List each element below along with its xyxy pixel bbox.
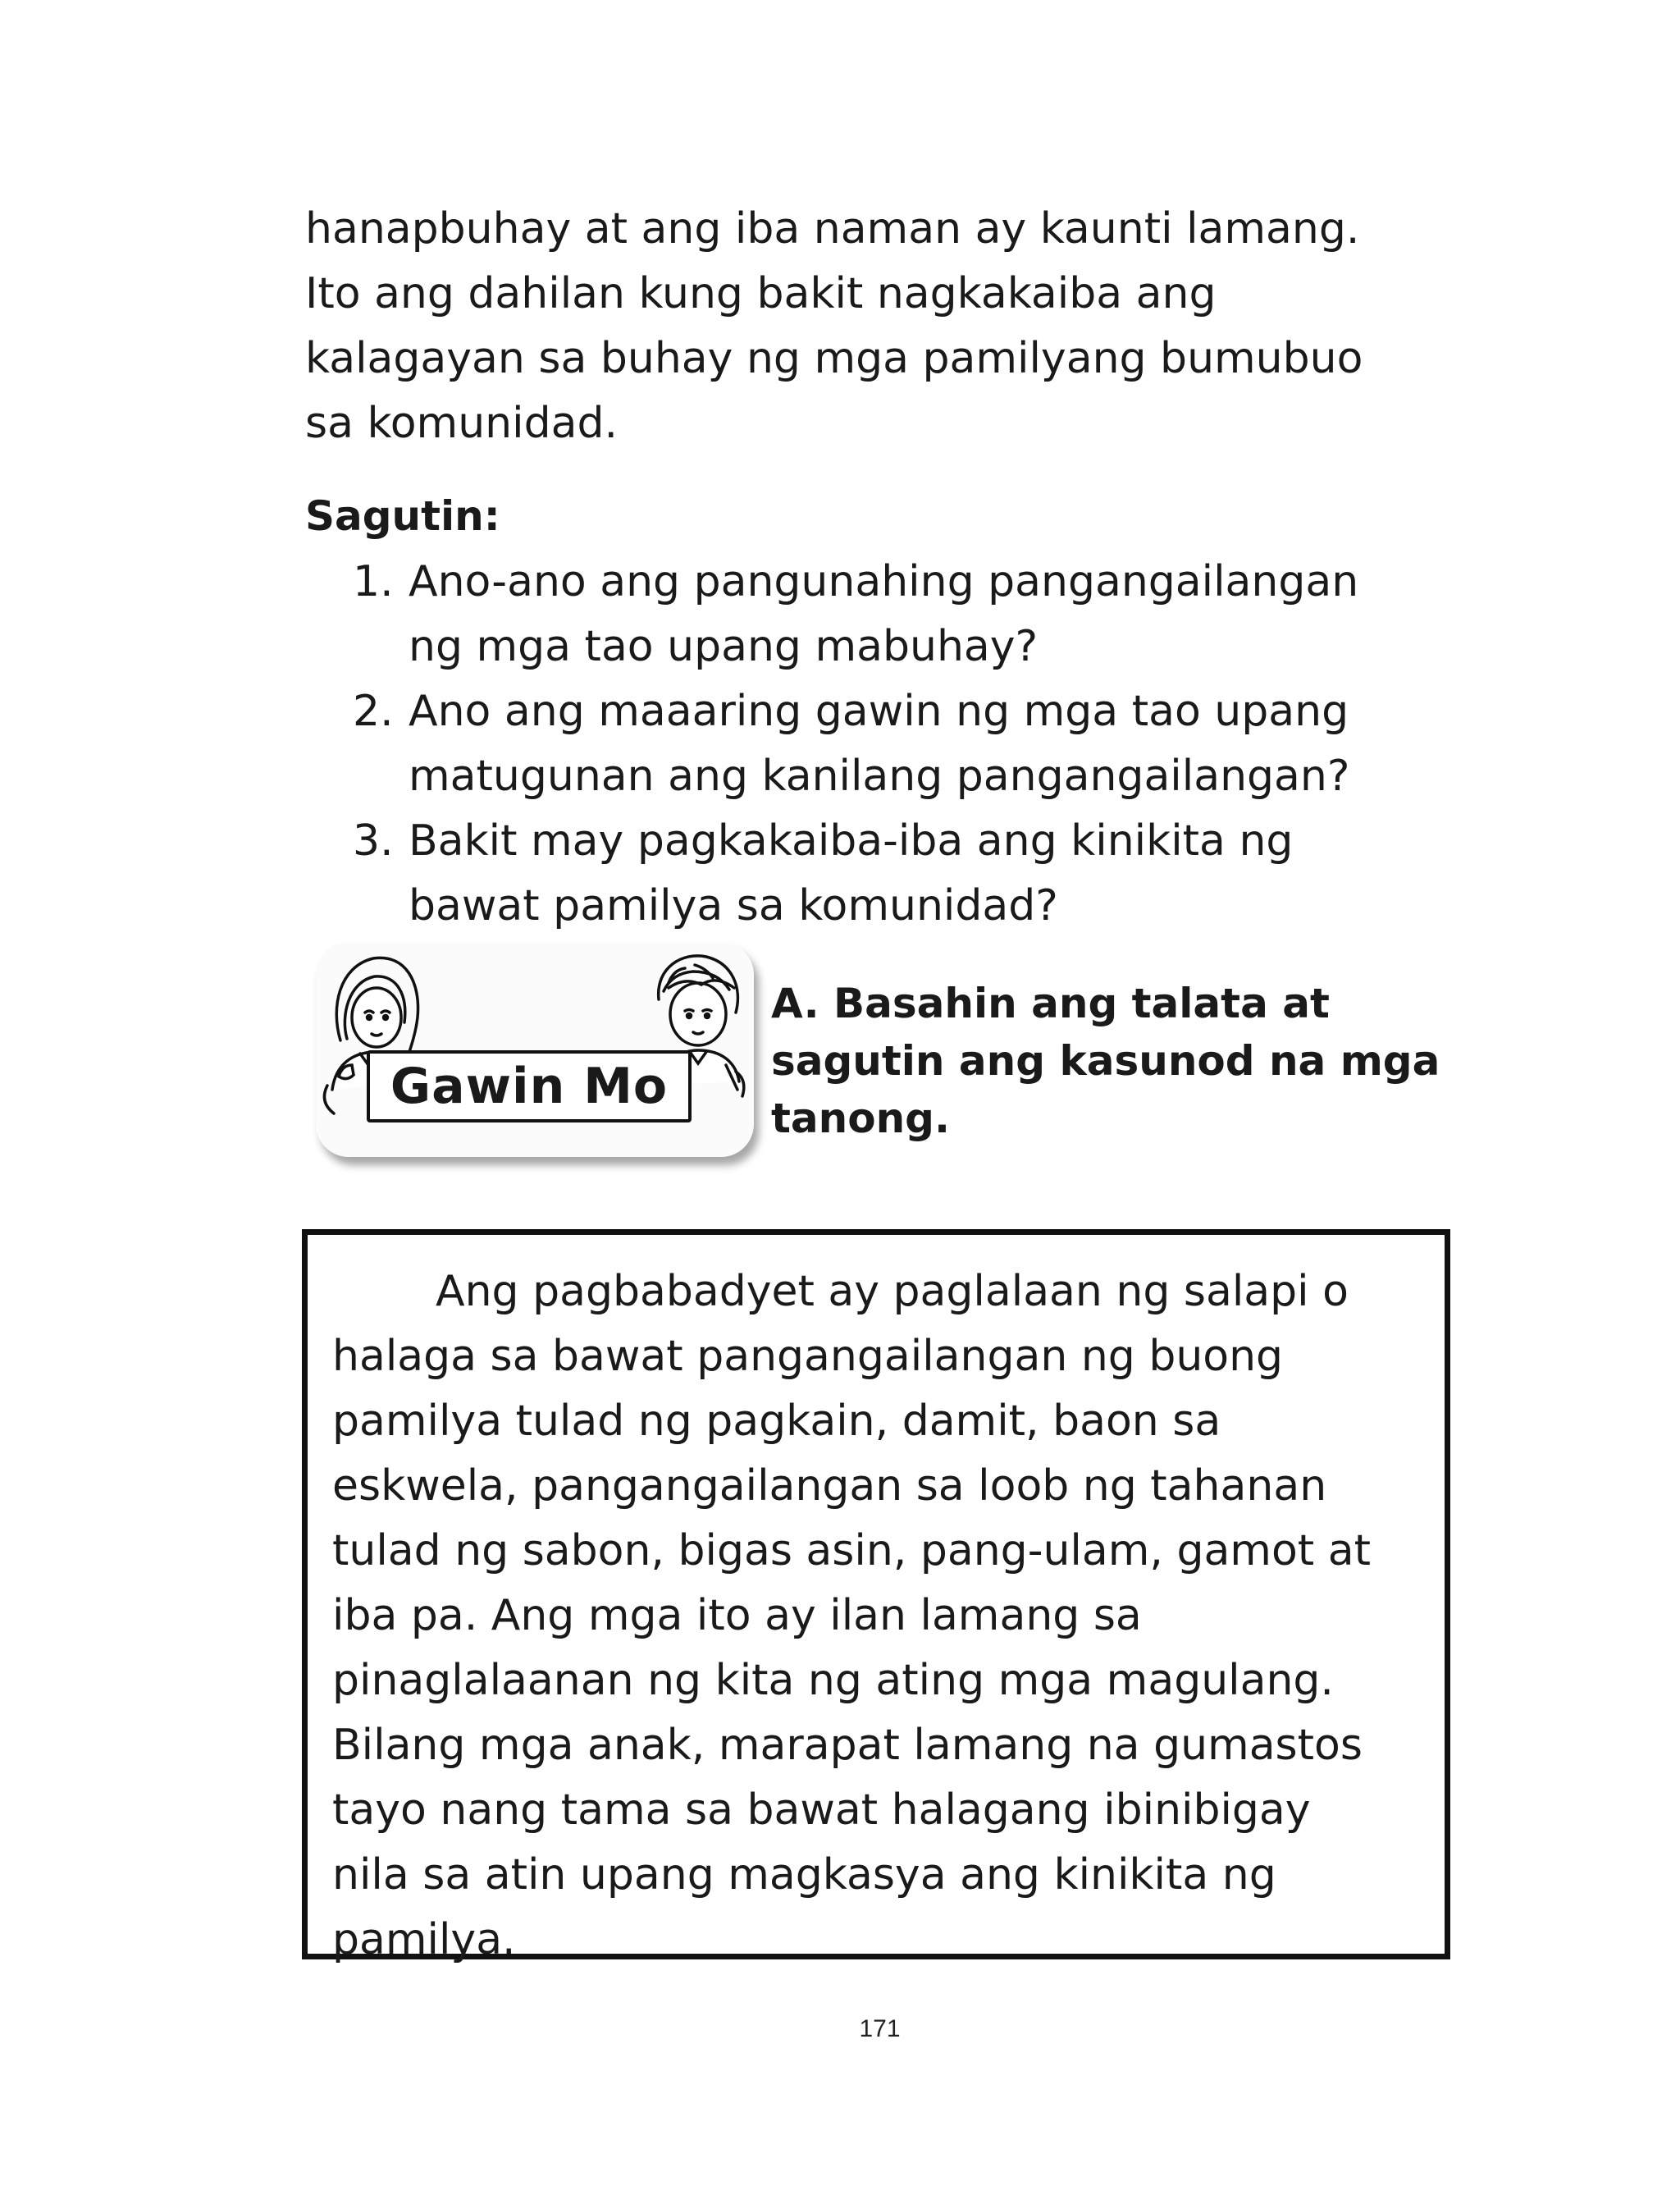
instruction-line: A. Basahin ang talata at (771, 980, 1330, 1027)
question-item (353, 550, 1485, 679)
passage-line: iba pa. Ang mga ito ay ilan lamang sa (332, 1591, 1142, 1640)
reading-passage (332, 1260, 1431, 1973)
gawin-mo-label: Gawin Mo (367, 1050, 692, 1122)
intro-line: sa komunidad. (305, 399, 618, 448)
intro-paragraph (305, 197, 1470, 456)
reading-passage-box (302, 1229, 1450, 1964)
activity-instruction (771, 975, 1460, 1147)
passage-line: pinaglalaanan ng kita ng ating mga magulang. (332, 1656, 1334, 1705)
question-text (409, 679, 1349, 809)
intro-line: kalagayan sa buhay ng mga pamilyang bumubuo (305, 334, 1363, 383)
passage-line: eskwela, pangangailangan sa loob ng tahanan (332, 1461, 1327, 1511)
question-line: bawat pamilya sa komunidad? (409, 881, 1058, 930)
gawin-mo-badge (316, 942, 754, 1157)
question-item (353, 679, 1485, 809)
children-illustration-icon (316, 942, 754, 1157)
questions-heading: Sagutin: (305, 492, 500, 540)
question-line: Bakit may pagkakaiba-iba ang kinikita ng (409, 816, 1294, 866)
passage-line: pamilya tulad ng pagkain, damit, baon sa (332, 1397, 1221, 1446)
question-text (409, 550, 1358, 679)
page-number: 171 (859, 2015, 901, 2042)
passage-line: halaga sa bawat pangangailangan ng buong (332, 1332, 1284, 1381)
passage-line: Bilang mga anak, marapat lamang na gumastos (332, 1721, 1363, 1770)
instruction-line: tanong. (771, 1095, 950, 1142)
passage-line: Ang pagbabadyet ay paglalaan ng salapi o (436, 1267, 1349, 1316)
passage-line: pamilya. (332, 1915, 516, 1964)
question-text (409, 809, 1293, 939)
instruction-line: sagutin ang kasunod na mga (771, 1037, 1440, 1085)
question-number: 1. (353, 557, 394, 606)
intro-line: hanapbuhay at ang iba naman ay kaunti lamang. (305, 204, 1360, 254)
question-line: Ano ang maaaring gawin ng mga tao upang (409, 687, 1349, 736)
question-line: ng mga tao upang mabuhay? (409, 622, 1039, 671)
question-line: matugunan ang kanilang pangangailangan? (409, 752, 1350, 801)
question-number: 2. (353, 687, 394, 736)
questions-list (353, 550, 1485, 939)
question-line: Ano-ano ang pangunahing pangangailangan (409, 557, 1359, 606)
passage-line: nila sa atin upang magkasya ang kinikita ng (332, 1850, 1276, 1900)
question-number: 3. (353, 816, 394, 866)
intro-line: Ito ang dahilan kung bakit nagkakaiba ang (305, 269, 1217, 318)
passage-line: tulad ng sabon, bigas asin, pang-ulam, gamot at (332, 1526, 1371, 1575)
question-item (353, 809, 1485, 939)
passage-line: tayo nang tama sa bawat halagang ibinibigay (332, 1785, 1311, 1835)
